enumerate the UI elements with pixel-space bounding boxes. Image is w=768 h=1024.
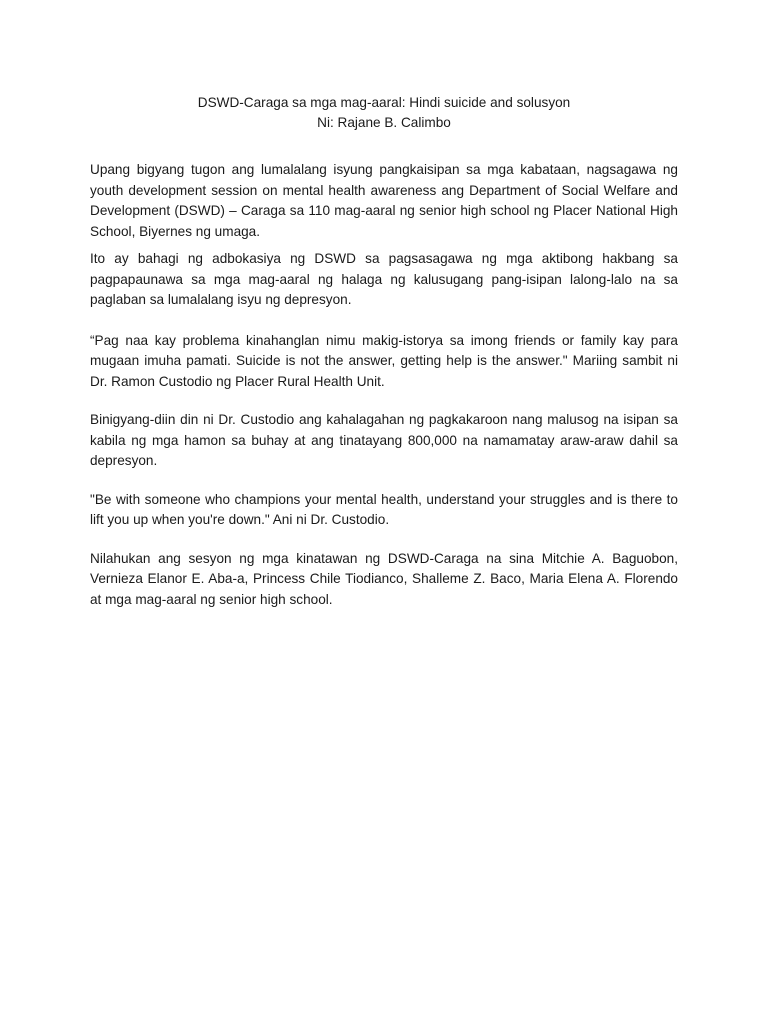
paragraph: “Pag naa kay problema kinahanglan nimu makig-istorya sa imong friends or family kay para mugaan imuha pamati. Suicide is not the answer, getting help is the answer." Mariing sambit ni Dr. Ramon Custodio ng Placer Rural Health Unit. [90,332,678,389]
article-body [90,160,678,610]
article-byline: Ni: Rajane B. Calimbo [317,115,451,130]
paragraph: Upang bigyang tugon ang lumalalang isyung pangkaisipan sa mga kabataan, nagsagawa ng youth development session on mental health awareness ang Department of Social Welfare and Development (DSWD) – Caraga sa 110 mag-aaral ng senior high school ng Placer National High School, Biyernes ng umaga. [90,162,678,239]
paragraph: Nilahukan ang sesyon ng mga kinatawan ng DSWD-Caraga na sina Mitchie A. Baguobon, Vernieza Elanor E. Aba-a, Princess Chile Tiodianco, Shalleme Z. Baco, Maria Elena A. Florendo at mga mag-aaral ng senior high school. [90,550,678,607]
article-header [90,93,678,133]
paragraph: Ito ay bahagi ng adbokasiya ng DSWD sa pagsasagawa ng mga aktibong hakbang sa pagpapaunawa sa mga mag-aaral ng halaga ng kalusugang pang-isipan lalong-lalo na sa paglaban sa lumalalang isyu ng depresyon. [90,251,678,307]
paragraph: "Be with someone who champions your mental health, understand your struggles and is there to lift you up when you're down." Ani ni Dr. Custodio. [90,491,678,527]
article-title: DSWD-Caraga sa mga mag-aaral: Hindi suicide and solusyon [197,95,571,110]
paragraph: Binigyang-diin din ni Dr. Custodio ang kahalagahan ng pagkakaroon nang malusog na isipan sa kabila ng mga hamon sa buhay at ang tinatayang 800,000 na namamatay araw-araw dahil sa depresyon. [90,412,678,468]
